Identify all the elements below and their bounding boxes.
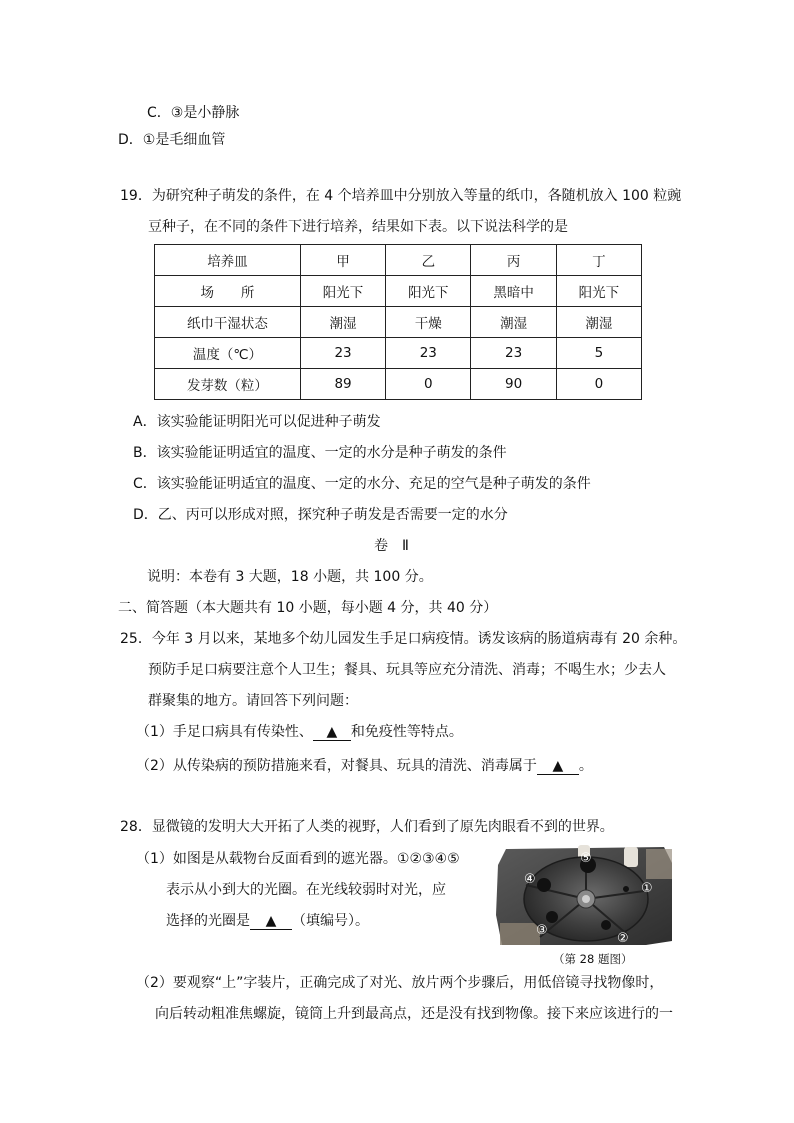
answer-blank: ▲ [313, 724, 351, 741]
q25-sub2-text: （2）从传染病的预防措施来看，对餐具、玩具的清洗、消毒属于 [136, 758, 537, 774]
table-header-cell: 丁 [556, 245, 641, 276]
table-cell: 23 [300, 338, 385, 369]
table-cell: 场 所 [155, 276, 301, 307]
table-cell: 黑暗中 [471, 276, 556, 307]
table-cell: 干燥 [386, 307, 471, 338]
q28-sub1-line2: 表示从小到大的光圈。在光线较弱时对光，应 [166, 882, 446, 898]
q25-line1: 25．今年 3 月以来，某地多个幼儿园发生手足口病疫情。诱发该病的肠道病毒有 20 余种。 [120, 631, 687, 647]
aperture-shape [537, 878, 551, 892]
q25-line2: 预防手足口病要注意个人卫生；餐具、玩具等应充分清洗、消毒；不喝生水；少去人 [148, 662, 666, 678]
q19-option-b: B．该实验能证明适宜的温度、一定的水分是种子萌发的条件 [133, 445, 507, 461]
diaphragm-figure [496, 845, 672, 945]
table-row [155, 369, 642, 400]
q28-sub1-text-end: （填编号）。 [292, 913, 369, 929]
clip-shape [624, 847, 638, 867]
aperture-shape [601, 920, 611, 930]
aperture-label-2: ② [617, 931, 629, 945]
answer-blank: ▲ [537, 758, 579, 775]
table-row [155, 276, 642, 307]
q19-stem-line2: 豆种子，在不同的条件下进行培养，结果如下表。以下说法科学的是 [148, 219, 568, 235]
q28-sub2-line2: 向后转动粗准焦螺旋，镜筒上升到最高点，还是没有找到物像。接下来应该进行的一 [155, 1006, 673, 1022]
option-c: C．③是小静脉 [147, 105, 240, 121]
volume-note: 说明：本卷有 3 大题，18 小题，共 100 分。 [147, 569, 433, 585]
q19-option-a: A．该实验能证明阳光可以促进种子萌发 [133, 414, 381, 430]
table-cell: 潮湿 [300, 307, 385, 338]
center-hub-shape [582, 895, 590, 903]
figure-caption: （第 28 题图） [553, 952, 633, 966]
diaphragm-photo [496, 845, 672, 945]
q19-option-d: D．乙、丙可以形成对照，探究种子萌发是否需要一定的水分 [133, 507, 508, 523]
table-cell: 23 [471, 338, 556, 369]
table-cell: 阳光下 [386, 276, 471, 307]
aperture-shape [623, 886, 629, 892]
table-cell: 0 [386, 369, 471, 400]
aperture-label-3: ③ [536, 923, 548, 938]
q25-line3: 群聚集的地方。请回答下列问题： [148, 693, 358, 709]
q28-sub1-text: 选择的光圈是 [166, 913, 250, 929]
answer-blank: ▲ [250, 913, 292, 930]
q28-sub1-line1: （1）如图是从载物台反面看到的遮光器。①②③④⑤ [136, 851, 460, 867]
table-cell: 0 [556, 369, 641, 400]
table-cell: 阳光下 [300, 276, 385, 307]
aperture-label-1: ① [641, 881, 653, 896]
table-cell: 5 [556, 338, 641, 369]
table-cell: 发芽数（粒） [155, 369, 301, 400]
volume-title: 卷 Ⅱ [374, 538, 409, 554]
table-header-cell: 丙 [471, 245, 556, 276]
q25-sub2-text-end: 。 [578, 758, 593, 774]
table-cell: 纸巾干湿状态 [155, 307, 301, 338]
option-d: D．①是毛细血管 [118, 132, 226, 148]
table-cell: 温度（℃） [155, 338, 301, 369]
table-cell: 89 [300, 369, 385, 400]
q28-sub2-line1: （2）要观察“上”字装片，正确完成了对光、放片两个步骤后，用低倍镜寻找物像时， [136, 975, 664, 991]
aperture-shape [546, 911, 558, 923]
table-row [155, 338, 642, 369]
q25-sub1-text-end: 和免疫性等特点。 [350, 724, 463, 740]
aperture-label-5: ⑤ [580, 851, 592, 866]
q25-sub1 [136, 723, 463, 741]
q28-sub1-line3 [166, 912, 369, 930]
q19-stem-line1: 19．为研究种子萌发的条件，在 4 个培养皿中分别放入等量的纸巾，各随机放入 100 粒豌 [120, 188, 682, 204]
table-header-cell: 甲 [300, 245, 385, 276]
table-header-cell: 乙 [386, 245, 471, 276]
q19-option-c: C．该实验能证明适宜的温度、一定的水分、充足的空气是种子萌发的条件 [133, 476, 591, 492]
table-header-row [155, 245, 642, 276]
table-cell: 潮湿 [556, 307, 641, 338]
table-cell: 23 [386, 338, 471, 369]
germination-table [154, 244, 642, 400]
table-cell: 90 [471, 369, 556, 400]
background-shape [500, 923, 540, 945]
background-shape [646, 849, 672, 879]
table-header-cell: 培养皿 [155, 245, 301, 276]
q25-sub2 [136, 757, 593, 775]
table-cell: 潮湿 [471, 307, 556, 338]
table-cell: 阳光下 [556, 276, 641, 307]
q25-sub1-text: （1）手足口病具有传染性、 [136, 724, 313, 740]
q28-stem: 28．显微镜的发明大大开拓了人类的视野，人们看到了原先肉眼看不到的世界。 [120, 819, 614, 835]
section-heading: 二、简答题（本大题共有 10 小题，每小题 4 分，共 40 分） [118, 600, 498, 616]
table-row [155, 307, 642, 338]
aperture-label-4: ④ [524, 872, 536, 887]
